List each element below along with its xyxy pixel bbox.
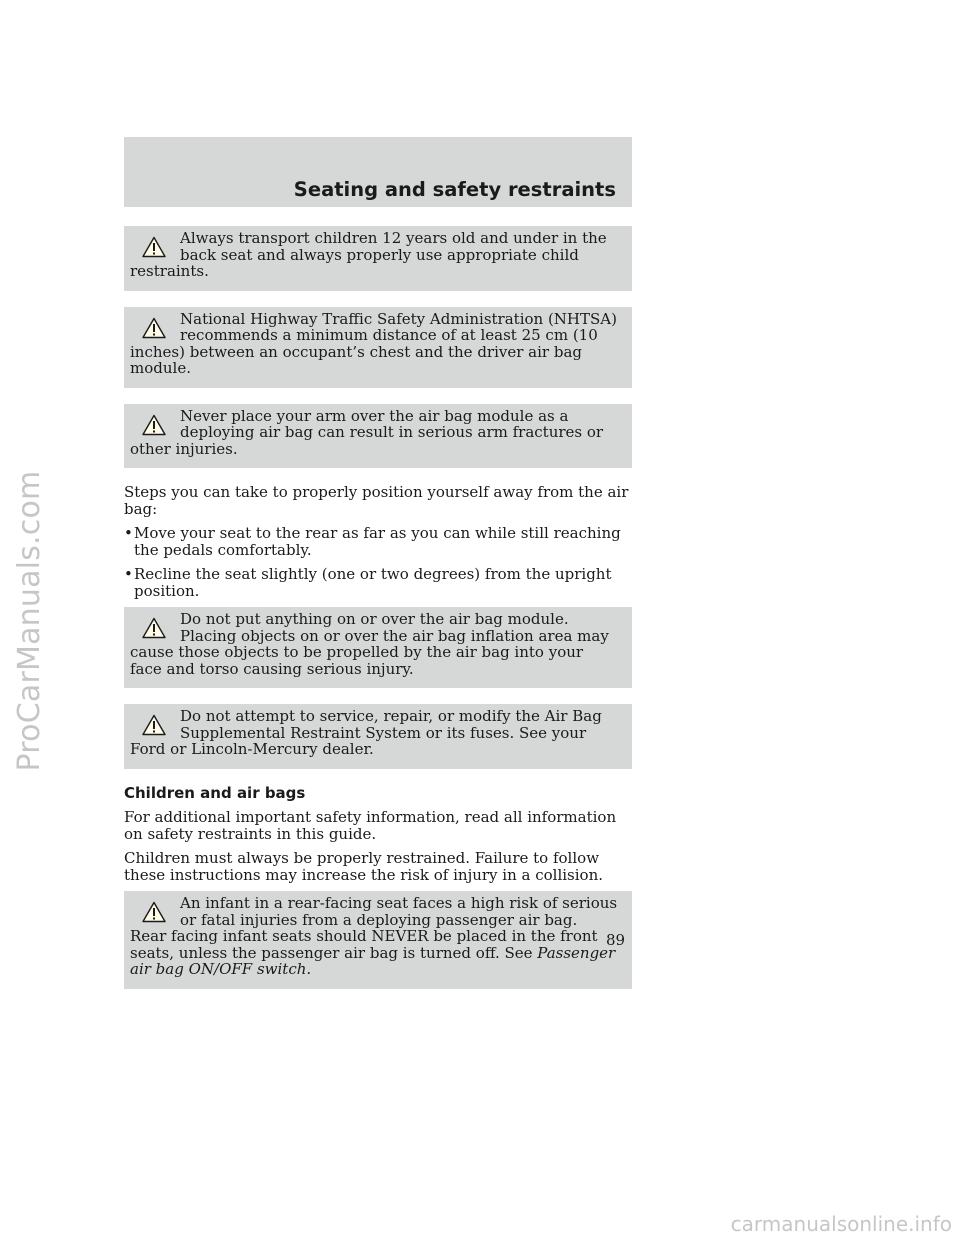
warning-triangle-icon: [142, 317, 166, 339]
warning-triangle-icon: [142, 236, 166, 258]
list-item: [124, 525, 632, 558]
cross-reference-link[interactable]: Passenger air bag ON/OFF switch: [130, 943, 616, 978]
warning-text: Do not attempt to service, repair, or modify the Air Bag Supplemental Restraint System or its fuses. See your Ford or Lincoln-Mercury dealer.: [130, 707, 602, 758]
warning-triangle-icon: [142, 414, 166, 436]
page-content: [124, 226, 632, 1005]
warning-text-main: An infant in a rear-facing seat faces a high risk of serious or fatal injuries from a deploying passenger air bag. Rear facing infant seats should NEVER be placed in the front seats, unless the passenger air bag is turned off. See: [130, 894, 618, 962]
sidebar-watermark: ProCarManuals.com: [12, 470, 47, 772]
list-item-text: Move your seat to the rear as far as you can while still reaching the pedals comfortably.: [134, 524, 621, 559]
warning-box: [124, 226, 632, 291]
paragraph: For additional important safety information, read all information on safety restraints in this guide.: [124, 808, 617, 843]
bullet-symbol: •: [124, 524, 133, 542]
section-title: Seating and safety restraints: [293, 178, 616, 201]
children-heading: Children and air bags: [124, 783, 306, 802]
warning-text: Never place your arm over the air bag module as a deploying air bag can result in serious arm fractures or other injuries.: [130, 406, 604, 458]
page-number: 89: [606, 931, 626, 949]
warning-triangle-icon: [142, 714, 166, 736]
warning-text: National Highway Traffic Safety Administration (NHTSA) recommends a minimum distance of at least 25 cm (10 inches) between an occupant’s chest and the driver air bag module.: [130, 309, 617, 377]
paragraph: Children must always be properly restrained. Failure to follow these instructions may increase the risk of injury in a collision.: [124, 849, 604, 884]
footer-watermark: carmanualsonline.info: [730, 1212, 952, 1236]
warning-text-end: .: [306, 960, 312, 978]
list-item-text: Recline the seat slightly (one or two degrees) from the upright position.: [134, 565, 612, 600]
steps-intro: Steps you can take to properly position yourself away from the air bag:: [124, 483, 629, 518]
warning-box: [124, 891, 632, 989]
warning-box: [124, 704, 632, 769]
warning-triangle-icon: [142, 617, 166, 639]
warning-triangle-icon: [142, 901, 166, 923]
section-header-band: [124, 137, 632, 207]
list-item: [124, 566, 632, 599]
warning-box: [124, 607, 632, 688]
warning-text: Do not put anything on or over the air bag module. Placing objects on or over the air bag inflation area may cause those objects to be propelled by the air bag into your face and torso causing serious injury.: [130, 610, 609, 678]
warning-box: [124, 307, 632, 388]
warning-text: [130, 895, 618, 978]
warning-box: [124, 404, 632, 469]
warning-text: Always transport children 12 years old and under in the back seat and always properly use appropriate child restraints.: [130, 229, 607, 280]
bullet-symbol: •: [124, 565, 133, 583]
